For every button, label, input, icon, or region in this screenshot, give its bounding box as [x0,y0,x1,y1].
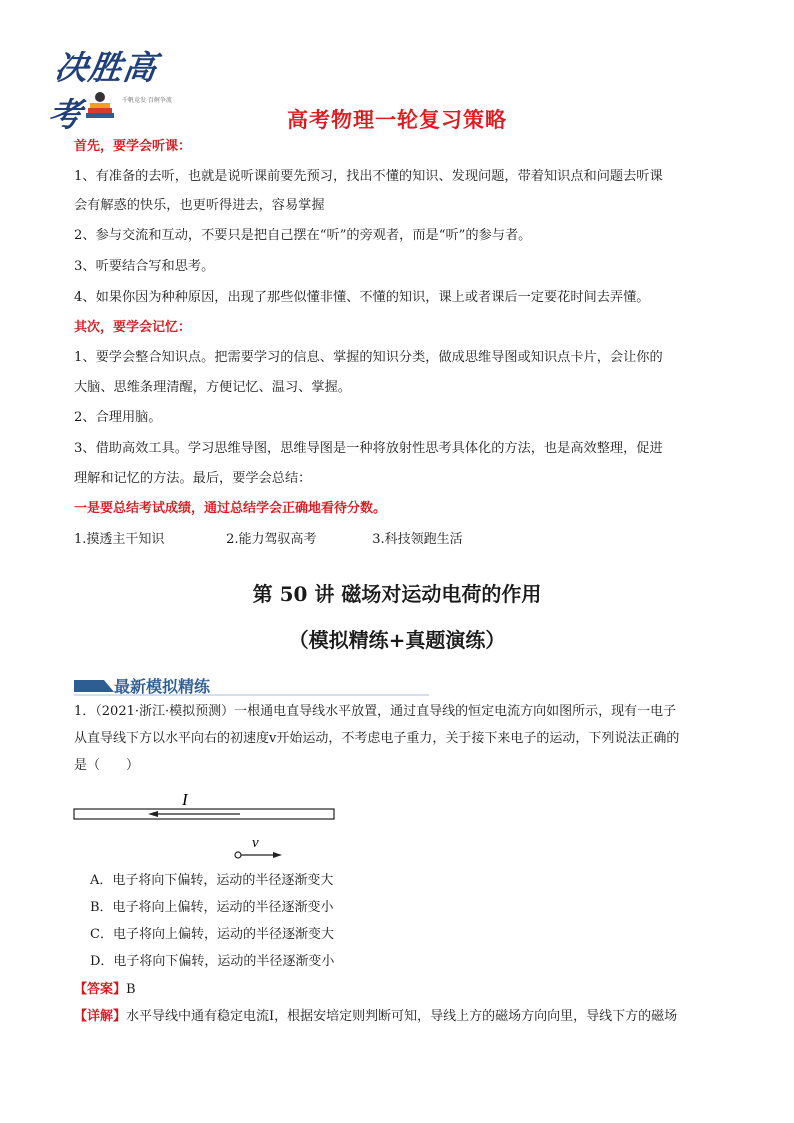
section1-p2: 2、参与交流和互动，不要只是把自己摆在“听”的旁观者，而是“听”的参与者。 [74,228,532,243]
section2-heading: 其次，要学会记忆： [74,320,192,335]
choice-a: A．电子将向下偏转，运动的半径逐渐变大 [90,873,334,888]
electron-dot [235,852,241,858]
choice-d: D．电子将向下偏转，运动的半径逐渐变小 [90,954,335,969]
question-line1: 1．（2021·浙江·模拟预测）一根通电直导线水平放置，通过直导线的恒定电流方向如图所示，现有一电子 [74,704,677,719]
section1-p4: 4、如果你因为种种原因，出现了那些似懂非懂、不懂的知识，课上或者课后一定要花时间去弄懂。 [74,290,650,305]
page-title: 高考物理一轮复习策略 [287,108,507,132]
detail-text: 水平导线中通有稳定电流I，根据安培定则判断可知，导线上方的磁场方向向里，导线下方的磁场 [126,1009,678,1024]
question-line2: 从直导线下方以水平向右的初速度v开始运动，不考虑电子重力，关于接下来电子的运动，下列说法正确的 [74,731,680,746]
answer-tag: 【答案】 [74,982,127,997]
tip-item: 3.科技领跑生活 [372,532,463,547]
section-label: 最新模拟精练 [114,677,211,696]
section1-p1-line1: 1、有准备的去听，也就是说听课前要先预习，找出不懂的知识、发现问题，带着知识点和问题去听课 [74,169,663,184]
answer-line [74,980,136,1000]
section2-p1-line2: 大脑、思维条理清醒，方便记忆、温习、掌握。 [74,380,351,395]
section2-p3-line2: 理解和记忆的方法。最后，要学会总结： [74,471,312,486]
tip-item: 2.能力驾驭高考 [226,532,317,547]
tip-item: 1.摸透主干知识 [74,532,165,547]
lesson-subtitle: （模拟精练+真题演练） [288,628,506,652]
section1-p1-line2: 会有解惑的快乐，也更听得进去，容易掌握 [74,198,325,213]
logo-subtext: 千帆竞发 百舸争流 [122,97,172,104]
section2-p2: 2、合理用脑。 [74,410,162,425]
tips-row [74,530,463,550]
answer-value: B [126,982,136,997]
current-label: I [182,790,188,809]
section1-heading: 首先，要学会听课： [74,139,192,154]
section1-p3: 3、听要结合写和思考。 [74,259,215,274]
velocity-arrow-icon [273,852,282,858]
choice-c: C．电子将向上偏转，运动的半径逐渐变大 [90,927,334,942]
logo-text: 决胜高考 [45,48,160,134]
choice-b: B．电子将向上偏转，运动的半径逐渐变小 [90,900,334,915]
detail-line [74,1007,677,1027]
lesson-title: 第 50 讲 磁场对运动电荷的作用 [252,582,542,606]
velocity-label: v [252,835,259,851]
emphasis-text: 一是要总结考试成绩，通过总结学会正确地看待分数。 [74,501,387,516]
detail-tag: 【详解】 [74,1009,127,1024]
section2-p1-line1: 1、要学会整合知识点。把需要学习的信息、掌握的知识分类，做成思维导图或知识点卡片，会让你的 [74,350,663,365]
section2-p3-line1: 3、借助高效工具。学习思维导图，思维导图是一种将放射性思考具体化的方法，也是高效整理，促进 [74,441,663,456]
wire-figure [70,785,350,865]
question-line3: 是（ ） [74,758,140,773]
